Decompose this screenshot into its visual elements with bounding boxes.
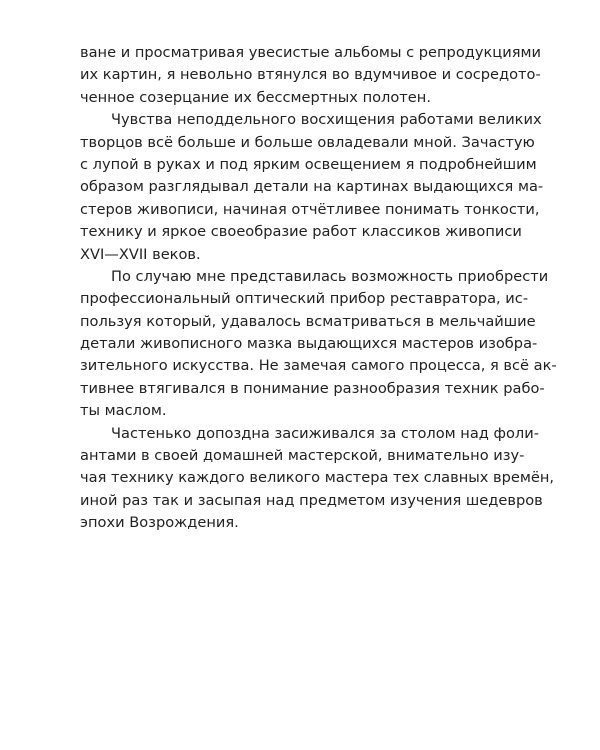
text-line: образом разглядывал детали на картинах выдающихся ма- bbox=[80, 178, 544, 196]
text-line: ченное созерцание их бессмертных полотен. bbox=[80, 88, 431, 106]
paragraph-1 bbox=[80, 42, 541, 109]
text-line: Чувства неподдельного восхищения работами великих bbox=[111, 111, 542, 129]
text-line: XVI—XVII веков. bbox=[80, 245, 201, 263]
text-line: профессиональный оптический прибор реставратора, ис- bbox=[80, 290, 529, 308]
text-line: детали живописного мазка выдающихся мастеров изобра- bbox=[80, 335, 538, 353]
text-line: их картин, я невольно втянулся во вдумчивое и сосредото- bbox=[80, 66, 541, 84]
paragraph-3 bbox=[80, 266, 557, 423]
text-line: зительного искусства. Не замечая самого процесса, я всё ак- bbox=[80, 357, 557, 375]
text-line: творцов всё больше и больше овладевали мной. Зачастую bbox=[80, 133, 535, 151]
text-line: эпохи Возрождения. bbox=[80, 514, 239, 532]
text-line: иной раз так и засыпая над предметом изучения шедевров bbox=[80, 491, 543, 509]
text-line: ты маслом. bbox=[80, 402, 167, 420]
text-line: с лупой в руках и под ярким освещением я подробнейшим bbox=[80, 155, 537, 173]
text-line: технику и яркое своеобразие работ классиков живописи bbox=[80, 223, 522, 241]
text-line: стеров живописи, начиная отчётливее понимать тонкости, bbox=[80, 200, 540, 218]
text-line: пользуя который, удавалось всматриваться в мельчайшие bbox=[80, 312, 536, 330]
text-line: ване и просматривая увесистые альбомы с репродукциями bbox=[80, 44, 541, 61]
text-line: Частенько допоздна засиживался за столом над фоли- bbox=[111, 424, 539, 442]
text-line: чая технику каждого великого мастера тех славных времён, bbox=[80, 469, 555, 487]
body-text bbox=[80, 42, 557, 535]
text-line: тивнее втягивался в понимание разнообразия техник рабо- bbox=[80, 379, 545, 397]
text-line: По случаю мне представилась возможность приобрести bbox=[111, 267, 549, 285]
paragraph-2 bbox=[80, 109, 544, 266]
text-line: антами в своей домашней мастерской, внимательно изу- bbox=[80, 447, 525, 465]
paragraph-4 bbox=[80, 423, 555, 535]
